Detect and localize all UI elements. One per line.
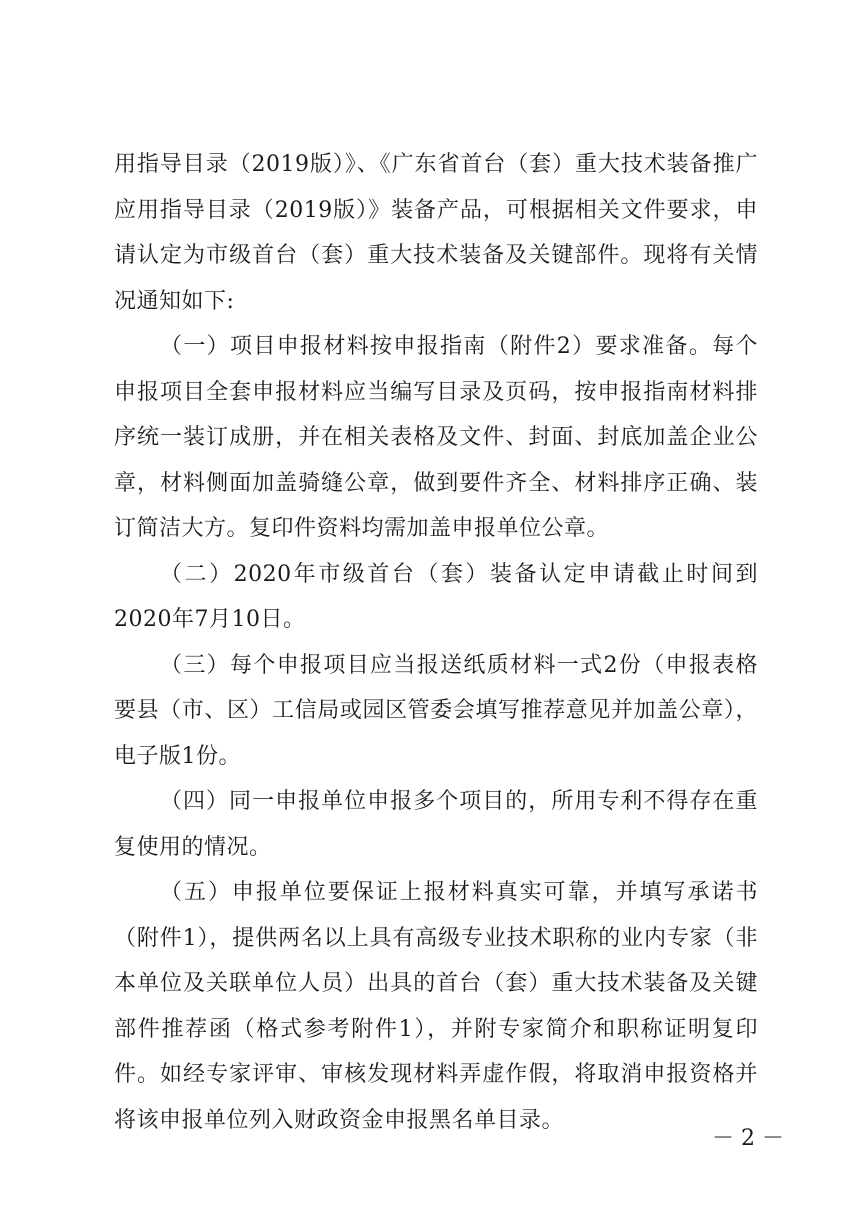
document-body (114, 142, 758, 1143)
paragraph-intro: 用指导目录（2019版）》、《广东省首台（套）重大技术装备推广应用指导目录（2019版）》装备产品，可根据相关文件要求，申请认定为市级首台（套）重大技术装备及关键部件。现将有关情况通知如下: (114, 152, 758, 314)
paragraph-item-3: （三）每个申报项目应当报送纸质材料一式2份（申报表格要县（市、区）工信局或园区管委会填写推荐意见并加盖公章），电子版1份。 (114, 652, 758, 769)
page-number: － 2 － (712, 1126, 784, 1151)
paragraph-item-5: （五）申报单位要保证上报材料真实可靠，并填写承诺书（附件1），提供两名以上具有高级专业技术职称的业内专家（非本单位及关联单位人员）出具的首台（套）重大技术装备及关键部件推荐函（格式参考附件1），并附专家简介和职称证明复印件。如经专家评审、审核发现材料弄虚作假，将取消申报资格并将该申报单位列入财政资金申报黑名单目录。 (114, 880, 758, 1133)
paragraph-item-1: （一）项目申报材料按申报指南（附件2）要求准备。每个申报项目全套申报材料应当编写目录及页码，按申报指南材料排序统一装订成册，并在相关表格及文件、封面、封底加盖企业公章，材料侧面加盖骑缝公章，做到要件齐全、材料排序正确、装订简洁大方。复印件资料均需加盖申报单位公章。 (114, 334, 758, 541)
paragraph-item-2: （二）2020年市级首台（套）装备认定申请截止时间到2020年7月10日。 (114, 561, 758, 632)
paragraph-item-4: （四）同一申报单位申报多个项目的，所用专利不得存在重复使用的情况。 (114, 789, 758, 860)
